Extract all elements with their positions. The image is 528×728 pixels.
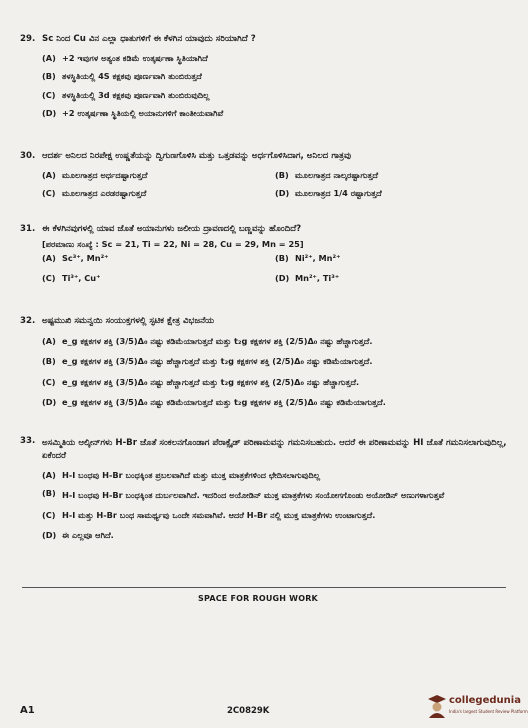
question-number: 31. — [20, 224, 36, 234]
option-c: (C) ತಳಸ್ಥಿತಿಯಲ್ಲಿ 3d ಕಕ್ಷಕವು ಪೂರ್ಣವಾಗಿ ತುಂಬಿರುವುದಿಲ್ಲ — [42, 89, 210, 100]
option-d: (D) +2 ಉತ್ಕರ್ಷಣಾ ಸ್ಥಿತಿಯಲ್ಲಿ ಅಯಾನುಗಳಿಗೆ ಕಾಂತೀಯವಾಗಿವೆ — [42, 108, 224, 119]
option-c: (C) ಮೂಲಗಾತ್ರದ ಎರಡರಷ್ಟಾಗುತ್ತದೆ — [42, 188, 147, 199]
question-text: ಆದರ್ಶ ಅನಿಲದ ನಿರಪೇಕ್ಷ ಉಷ್ಣತೆಯನ್ನು ದ್ವಿಗುಣಗೊಳಿಸಿ ಮತ್ತು ಒತ್ತಡವನ್ನು ಅರ್ಧಗೊಳಿಸಿದಾಗ, ಅನಿಲದ ಗಾತ್ರವು — [42, 151, 351, 161]
question-30 — [20, 152, 508, 199]
page-code: A1 — [20, 705, 35, 716]
question-number: 30. — [20, 151, 36, 161]
question-29 — [20, 35, 508, 119]
option-a: (A) H-I ಬಂಧವು H-Br ಬಂಧಕ್ಕಿಂತ ಪ್ರಬಲವಾಗಿದೆ ಮತ್ತು ಮುಕ್ತ ಮಾತ್ರಕೆಗಳಿಂದ ಛೇದಿಸಲಾಗುವುದಿಲ್ಲ — [42, 469, 321, 480]
option-d: (D) ಮೂಲಗಾತ್ರದ 1/4 ರಷ್ಟಾಗುತ್ತದೆ — [275, 188, 382, 199]
rough-work-label: SPACE FOR ROUGH WORK — [198, 594, 318, 603]
options-row-2 — [42, 189, 508, 198]
brand-name: collegedunia — [449, 695, 521, 706]
question-31 — [20, 225, 508, 283]
option-a: (A) +2 ಇವುಗಳ ಅತ್ಯಂತ ಕಡಿಮೆ ಉತ್ಕರ್ಷಣಾ ಸ್ಥಿತಿಯಾಗಿದೆ — [42, 52, 208, 63]
option-d: (D) ಈ ಎಲ್ಲವೂ ಆಗಿದೆ. — [42, 530, 114, 541]
option-d: (D) e_g ಕಕ್ಷಕಗಳ ಶಕ್ತಿ (3/5)Δ₀ ನಷ್ಟು ಕಡಿಮೆಯಾಗುತ್ತದೆ ಮತ್ತು t₂g ಕಕ್ಷಕಗಳ ಶಕ್ತಿ (2/5)Δ₀ ನಷ್ಟು ಕಡಿಮೆಯಾಗುತ್ತದೆ. — [42, 397, 386, 408]
brand-watermark — [425, 690, 528, 724]
question-32 — [20, 317, 508, 408]
atomic-number-note: [ಪರಮಾಣು ಸಂಖ್ಯೆ : Sc = 21, Ti = 22, Ni = 28, Cu = 29, Mn = 25] — [42, 238, 304, 249]
booklet-code: 2C0829K — [227, 706, 270, 716]
question-text: ಅಷ್ಟಮುಖಿ ಸಮನ್ವಯಿ ಸಂಯುಕ್ತಗಳಲ್ಲಿ ಸ್ಫಟಿಕ ಕ್ಷೇತ್ರ ವಿಭಜನೆಯ — [42, 316, 215, 326]
option-a: (A) e_g ಕಕ್ಷಕಗಳ ಶಕ್ತಿ (3/5)Δ₀ ನಷ್ಟು ಕಡಿಮೆಯಾಗುತ್ತದೆ ಮತ್ತು t₂g ಕಕ್ಷಕಗಳ ಶಕ್ತಿ (2/5)Δ₀ ನಷ್ಟು ಹೆಚ್ಚಾಗುತ್ತದೆ. — [42, 335, 373, 346]
option-b: (B) H-I ಬಂಧವು H-Br ಬಂಧಕ್ಕಿಂತ ದುರ್ಬಲವಾಗಿದೆ. ಇದರಿಂದ ಅಯೋಡಿನ್ ಮುಕ್ತ ಮಾತ್ರಕೆಗಳು ಸಂಯೋಗಗೊಂಡು ಅಯೋಡಿನ್ ಅಣುಗಳಾಗುತ್ತವೆ — [42, 488, 445, 501]
option-c: (C) Ti³⁺, Cu⁺ — [42, 272, 101, 283]
option-a: (A) ಮೂಲಗಾತ್ರದ ಅರ್ಧದಷ್ಟಾಗುತ್ತದೆ — [42, 169, 148, 180]
question-text: ಈ ಕೆಳಗಿನವುಗಳಲ್ಲಿ ಯಾವ ಜೊತೆ ಅಯಾನುಗಳು ಜಲೀಯ ದ್ರಾವಣದಲ್ಲಿ ಬಣ್ಣವನ್ನು ಹೊಂದಿದೆ? — [42, 224, 302, 234]
option-c: (C) e_g ಕಕ್ಷಕಗಳ ಶಕ್ತಿ (3/5)Δ₀ ನಷ್ಟು ಹೆಚ್ಚಾಗುತ್ತದೆ ಮತ್ತು t₂g ಕಕ್ಷಕಗಳ ಶಕ್ತಿ (2/5)Δ₀ ನಷ್ಟು ಹೆಚ್ಚಾಗುತ್ತದೆ. — [42, 376, 360, 387]
question-text: ಅಸಮ್ಮಿತಿಯ ಆಲ್ಕೀನ್‌ಗಳು H-Br ಜೊತೆ ಸಂಕಲನಗೊಂಡಾಗ ಪೆರಾಕ್ಸೈಡ್ ಪರಿಣಾಮವನ್ನು ಗಮನಿಸಬಹುದು. ಆದರೆ ಈ ಪರಿಣಾಮವನ್ನು HI ಜೊತೆ ಗಮನಿಸಲಾಗುವುದಿಲ್ಲ, ಏಕೆಂದರೆ — [42, 438, 507, 462]
question-number: 32. — [20, 316, 36, 326]
options-row-1 — [42, 171, 508, 180]
graduate-logo-icon — [427, 694, 447, 718]
option-a: (A) Sc³⁺, Mn²⁺ — [42, 253, 109, 264]
option-d: (D) Mn²⁺, Ti³⁺ — [275, 272, 340, 283]
question-text: Sc ನಿಂದ Cu ವಿನ ಎಲ್ಲಾ ಧಾತುಗಳಿಗೆ ಈ ಕೆಳಗಿನ ಯಾವುದು ಸರಿಯಾಗಿದೆ ? — [42, 34, 256, 44]
divider-line — [22, 587, 506, 588]
option-b: (B) ಮೂಲಗಾತ್ರದ ನಾಲ್ಕರಷ್ಟಾಗುತ್ತದೆ — [275, 169, 379, 180]
option-c: (C) H-I ಮತ್ತು H-Br ಬಂಧ ಸಾಮರ್ಥ್ಯವು ಒಂದೇ ಸಮವಾಗಿವೆ. ಆದರೆ H-Br ನಲ್ಲಿ ಮುಕ್ತ ಮಾತ್ರಕೆಗಳು ಉಂಟಾಗುತ್ತದೆ. — [42, 509, 376, 520]
option-b: (B) Ni²⁺, Mn²⁺ — [275, 253, 341, 264]
options-row-2 — [42, 274, 508, 283]
question-number: 33. — [20, 436, 36, 446]
question-33 — [20, 437, 508, 541]
option-b: (B) ತಳಸ್ಥಿತಿಯಲ್ಲಿ 4S ಕಕ್ಷಕವು ಪೂರ್ಣವಾಗಿ ತುಂಬಿರುತ್ತದೆ — [42, 71, 202, 82]
question-number: 29. — [20, 34, 36, 44]
option-b: (B) e_g ಕಕ್ಷಕಗಳ ಶಕ್ತಿ (3/5)Δ₀ ನಷ್ಟು ಹೆಚ್ಚಾಗುತ್ತದೆ ಮತ್ತು t₂g ಕಕ್ಷಕಗಳ ಶಕ್ತಿ (2/5)Δ₀ ನಷ್ಟು ಕಡಿಮೆಯಾಗುತ್ತದೆ. — [42, 356, 373, 367]
brand-tagline: India's largest Student Review Platform — [449, 709, 528, 714]
options-row-1 — [42, 254, 508, 263]
